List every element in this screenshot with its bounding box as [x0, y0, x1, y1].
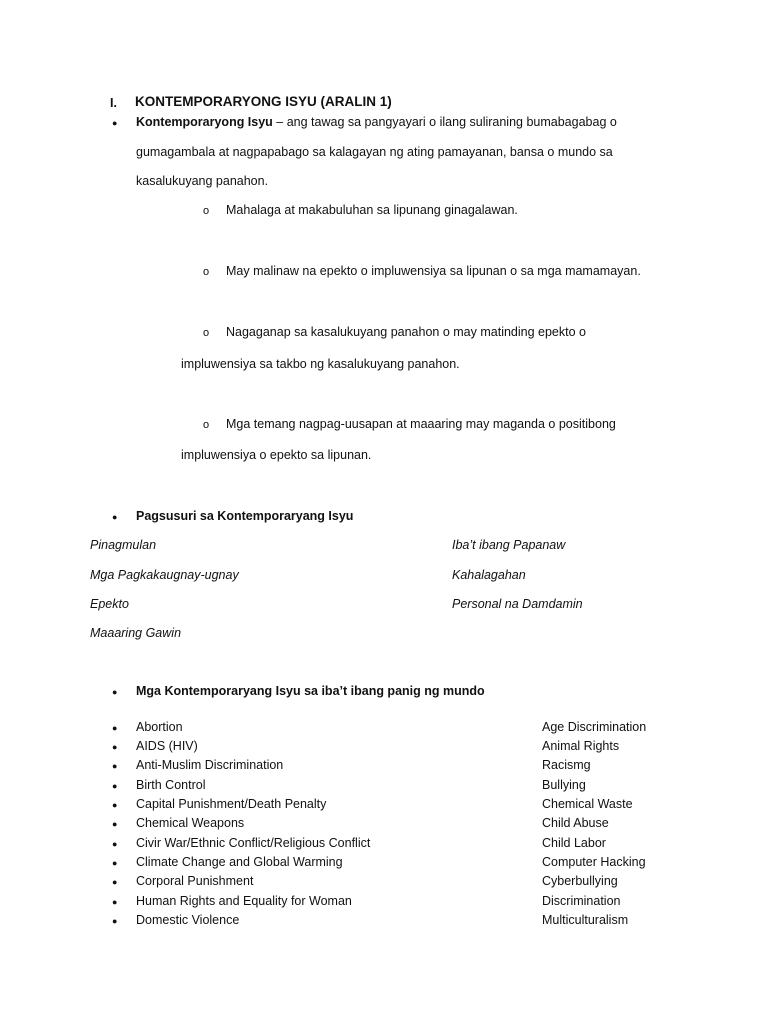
bullet-icon: ●: [112, 800, 118, 810]
sub-point-3-line-1: Nagaganap sa kasalukuyang panahon o may matinding epekto o: [226, 325, 586, 339]
sub-point-4-line-1: Mga temang nagpag-uusapan at maaaring may maganda o positibong: [226, 417, 616, 431]
definition-line-3: kasalukuyang panahon.: [136, 174, 269, 188]
definition-text: – ang tawag sa pangyayari o ilang suliraning bumabagabag o: [272, 115, 617, 129]
definition-line-1: [136, 115, 617, 129]
issue-item: Cyberbullying: [542, 874, 618, 888]
issue-item: Abortion: [136, 720, 183, 734]
issue-item: Discrimination: [542, 894, 621, 908]
sub-point-2: May malinaw na epekto o impluwensiya sa lipunan o sa mga mamamayan.: [226, 264, 641, 278]
issue-item: AIDS (HIV): [136, 739, 198, 753]
bullet-icon: ●: [112, 897, 118, 907]
issue-item: Human Rights and Equality for Woman: [136, 894, 352, 908]
bullet-icon: ●: [112, 877, 118, 887]
issue-item: Child Labor: [542, 836, 606, 850]
issue-item: Domestic Violence: [136, 913, 240, 927]
issue-item: Chemical Weapons: [136, 816, 245, 830]
sub-point-4-line-2: impluwensiya o epekto sa lipunan.: [181, 448, 372, 462]
analysis-item-left: Epekto: [90, 597, 129, 611]
bullet-icon: ●: [112, 858, 118, 868]
analysis-item-right: Kahalagahan: [452, 568, 526, 582]
issue-item: Corporal Punishment: [136, 874, 254, 888]
bullet-icon: ●: [112, 118, 118, 128]
sub-point-3-line-2: impluwensiya sa takbo ng kasalukuyang panahon.: [181, 357, 460, 371]
issue-item: Climate Change and Global Warming: [136, 855, 343, 869]
world-issues-heading: Mga Kontemporaryang Isyu sa iba’t ibang panig ng mundo: [136, 684, 485, 698]
issue-item: Age Discrimination: [542, 720, 647, 734]
bullet-icon: ●: [112, 819, 118, 829]
definition-term: Kontemporaryong Isyu: [136, 115, 273, 129]
issue-item: Bullying: [542, 778, 586, 792]
issue-item: Racismg: [542, 758, 591, 772]
issue-item: Civir War/Ethnic Conflict/Religious Conflict: [136, 836, 371, 850]
analysis-item-right: Iba’t ibang Papanaw: [452, 538, 566, 552]
definition-line-2: gumagambala at nagpapabago sa kalagayan ng ating pamayanan, bansa o mundo sa: [136, 145, 613, 159]
bullet-icon: ●: [112, 781, 118, 791]
issue-item: Animal Rights: [542, 739, 620, 753]
issue-item: Child Abuse: [542, 816, 609, 830]
bullet-icon: ●: [112, 742, 118, 752]
issue-item: Birth Control: [136, 778, 206, 792]
bullet-icon: ●: [112, 916, 118, 926]
issue-item: Anti-Muslim Discrimination: [136, 758, 284, 772]
bullet-icon: ●: [112, 723, 118, 733]
bullet-icon: ●: [112, 761, 118, 771]
analysis-item-left: Mga Pagkakaugnay-ugnay: [90, 568, 239, 582]
analysis-heading: Pagsusuri sa Kontemporaryang Isyu: [136, 509, 354, 523]
analysis-item-left: Maaaring Gawin: [90, 626, 182, 640]
issue-item: Computer Hacking: [542, 855, 646, 869]
circle-bullet-icon: o: [203, 266, 210, 278]
analysis-item-left: Pinagmulan: [90, 538, 157, 552]
circle-bullet-icon: o: [203, 327, 210, 339]
bullet-icon: ●: [112, 687, 118, 697]
circle-bullet-icon: o: [203, 419, 210, 431]
issue-item: Chemical Waste: [542, 797, 633, 811]
sub-point-1: Mahalaga at makabuluhan sa lipunang ginagalawan.: [226, 203, 518, 217]
section-numeral: I.: [110, 96, 117, 110]
issue-item: Multiculturalism: [542, 913, 629, 927]
section-title: KONTEMPORARYONG ISYU (ARALIN 1): [135, 94, 392, 109]
circle-bullet-icon: o: [203, 205, 210, 217]
analysis-item-right: Personal na Damdamin: [452, 597, 583, 611]
bullet-icon: ●: [112, 839, 118, 849]
bullet-icon: ●: [112, 512, 118, 522]
issue-item: Capital Punishment/Death Penalty: [136, 797, 327, 811]
